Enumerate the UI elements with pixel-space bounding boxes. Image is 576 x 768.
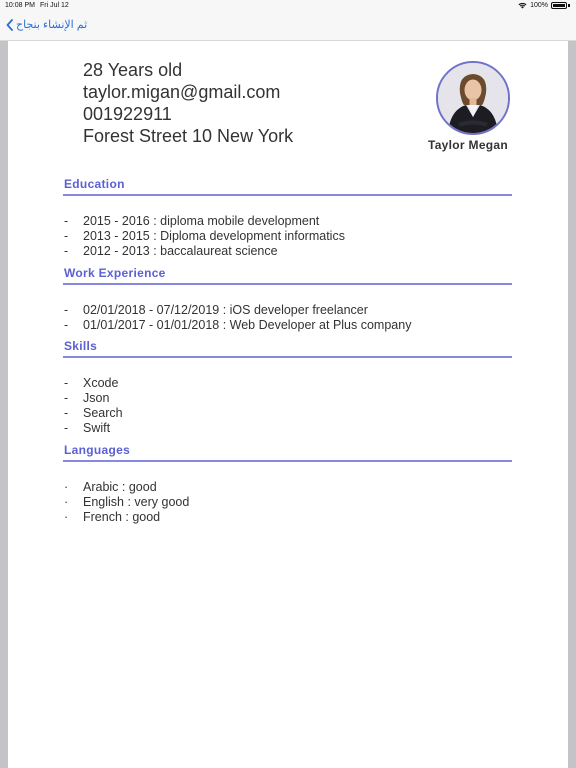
back-button[interactable]	[6, 18, 87, 31]
bullet: ·	[64, 480, 69, 494]
bullet: -	[64, 244, 69, 258]
back-button-label: ثم الإنشاء بنجاح	[16, 19, 88, 31]
address-text: Forest Street 10 New York	[83, 126, 294, 146]
skill-item: Swift	[83, 421, 111, 435]
bullet: -	[64, 318, 69, 332]
list-item	[64, 391, 109, 405]
list-item	[64, 244, 278, 258]
skill-item: Xcode	[83, 376, 119, 390]
chevron-left-icon	[6, 19, 13, 31]
candidate-name: Taylor Megan	[427, 138, 509, 152]
personal-info	[83, 59, 293, 147]
status-time: 10:08 PM	[5, 2, 35, 9]
work-item: 01/01/2017 - 01/01/2018 : Web Developer at Plus company	[83, 318, 412, 332]
skill-item: Search	[83, 406, 123, 420]
age-text: 28 Years old	[83, 60, 183, 80]
list-item	[64, 214, 319, 228]
list-item	[64, 510, 160, 524]
profile-photo	[438, 63, 508, 133]
bullet: ·	[64, 510, 69, 524]
list-item	[64, 421, 110, 435]
status-date: Fri Jul 12	[40, 2, 69, 9]
list-item	[64, 406, 123, 420]
section-title-skills: Skills	[64, 339, 98, 353]
navigation-bar	[0, 12, 576, 41]
work-item: 02/01/2018 - 07/12/2019 : iOS developer freelancer	[83, 303, 368, 317]
skill-item: Json	[83, 391, 110, 405]
status-right	[518, 2, 570, 9]
section-title-languages: Languages	[64, 443, 131, 457]
bullet: -	[64, 391, 69, 405]
education-item: 2013 - 2015 : Diploma development informatics	[83, 229, 345, 243]
bullet: -	[64, 406, 69, 420]
education-item: 2012 - 2013 : baccalaureat science	[83, 244, 278, 258]
language-item: English : very good	[83, 495, 190, 509]
status-bar	[0, 0, 576, 12]
list-item	[64, 495, 189, 509]
list-item	[64, 229, 345, 243]
battery-percent: 100%	[530, 2, 548, 9]
section-divider	[63, 356, 512, 358]
email-text: taylor.migan@gmail.com	[83, 82, 281, 102]
battery-tip	[568, 4, 570, 7]
bullet: -	[64, 214, 69, 228]
education-item: 2015 - 2016 : diploma mobile development	[83, 214, 320, 228]
bullet: -	[64, 376, 69, 390]
section-divider	[63, 283, 512, 285]
language-item: French : good	[83, 510, 161, 524]
list-item	[64, 480, 157, 494]
phone-text: 001922911	[83, 104, 172, 124]
bullet: -	[64, 303, 69, 317]
list-item	[64, 376, 118, 390]
bullet: ·	[64, 495, 69, 509]
cv-document	[8, 41, 568, 768]
bullet: -	[64, 229, 69, 243]
section-title-work-experience: Work Experience	[64, 266, 166, 280]
list-item	[64, 303, 368, 317]
language-item: Arabic : good	[83, 480, 157, 494]
wifi-icon	[518, 2, 527, 9]
battery-icon	[551, 2, 567, 9]
avatar	[436, 61, 510, 135]
section-divider	[63, 194, 512, 196]
section-divider	[63, 460, 512, 462]
list-item	[64, 318, 411, 332]
bullet: -	[64, 421, 69, 435]
section-title-education: Education	[64, 177, 125, 191]
